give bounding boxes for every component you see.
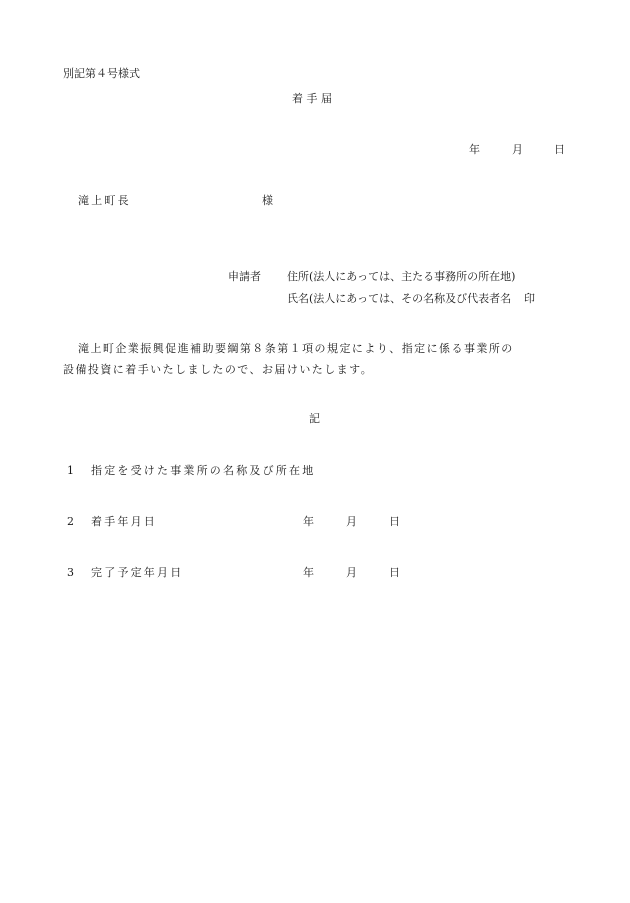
applicant-name: 氏名(法人にあっては、その名称及び代表者名 (287, 292, 512, 305)
document-title: 着 手 届 (292, 92, 332, 105)
item-day: 日 (389, 566, 400, 579)
date-day: 日 (554, 143, 565, 156)
applicant-label: 申請者 (228, 270, 261, 283)
item-year: 年 (303, 566, 314, 579)
applicant-address: 住所(法人にあっては、主たる事務所の所在地) (287, 270, 516, 283)
item-label: 着手年月日 (91, 515, 157, 528)
item-number: 2 (67, 515, 74, 528)
addressee-name: 滝上町長 (78, 194, 131, 207)
addressee-honorific: 様 (262, 194, 273, 207)
item-number: 1 (67, 464, 74, 477)
item-month: 月 (346, 566, 357, 579)
body-line-2: 設備投資に着手いたしましたので、お届けいたします。 (63, 363, 374, 376)
item-day: 日 (389, 515, 400, 528)
form-id: 別記第４号様式 (63, 67, 140, 80)
item-label: 指定を受けた事業所の名称及び所在地 (91, 464, 316, 477)
date-month: 月 (512, 143, 523, 156)
item-year: 年 (303, 515, 314, 528)
item-number: 3 (67, 566, 74, 579)
body-line-1: 滝上町企業振興促進補助要綱第８条第１項の規定により、指定に係る事業所の (78, 342, 514, 355)
date-year: 年 (469, 143, 480, 156)
item-month: 月 (346, 515, 357, 528)
seal-mark: 印 (524, 292, 535, 305)
item-label: 完了予定年月日 (91, 566, 184, 579)
ki-heading: 記 (309, 412, 320, 425)
